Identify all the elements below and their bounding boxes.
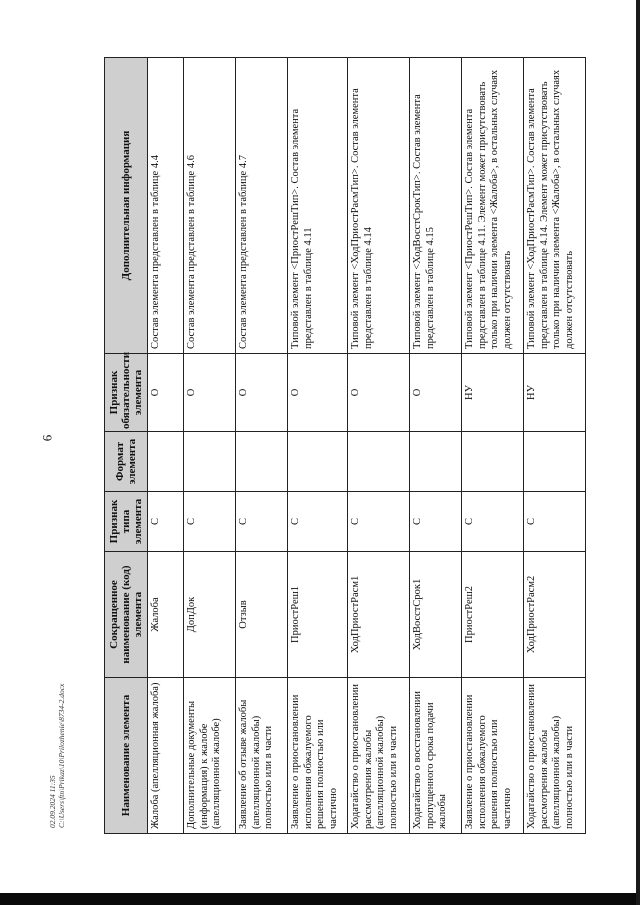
cell-required: О bbox=[348, 354, 410, 432]
cell-code: ДопДок bbox=[184, 552, 236, 678]
cell-required: О bbox=[184, 354, 236, 432]
scan-edge-bottom bbox=[0, 893, 640, 905]
cell-type: С bbox=[288, 492, 348, 552]
table-row bbox=[184, 58, 236, 834]
cell-format bbox=[524, 432, 586, 492]
table-row bbox=[148, 58, 184, 834]
cell-code: Жалоба bbox=[148, 552, 184, 678]
cell-name: Ходатайство о восстановлении пропущенного срока подачи жалобы bbox=[410, 678, 462, 834]
header-type: Признак типа элемента bbox=[105, 492, 148, 552]
cell-type: С bbox=[410, 492, 462, 552]
cell-info: Типовой элемент <ПриостРешТип>. Состав элемента представлен в таблице 4.11 bbox=[288, 58, 348, 354]
table-header-row bbox=[105, 58, 148, 834]
cell-format bbox=[148, 432, 184, 492]
cell-name: Заявление о приостановлении исполнения обжалуемого решения полностью или частично bbox=[462, 678, 524, 834]
cell-type: С bbox=[184, 492, 236, 552]
cell-required: О bbox=[236, 354, 288, 432]
cell-required: О bbox=[288, 354, 348, 432]
table-row bbox=[348, 58, 410, 834]
table-row bbox=[462, 58, 524, 834]
table-row bbox=[288, 58, 348, 834]
file-footer bbox=[48, 683, 74, 828]
rotated-table-container bbox=[104, 58, 575, 834]
cell-type: С bbox=[462, 492, 524, 552]
scan-edge-right bbox=[636, 0, 640, 905]
header-format: Формат элемента bbox=[105, 432, 148, 492]
table-row bbox=[236, 58, 288, 834]
cell-type: С bbox=[236, 492, 288, 552]
cell-info: Типовой элемент <ХодВосстСрокТип>. Состав элемента представлен в таблице 4.15 bbox=[410, 58, 462, 354]
cell-name: Дополнительные документы (информация) к жалобе (апелляционной жалобе) bbox=[184, 678, 236, 834]
cell-name: Жалоба (апелляционная жалоба) bbox=[148, 678, 184, 834]
cell-type: С bbox=[148, 492, 184, 552]
cell-info: Типовой элемент <ПриостРешТип>. Состав элемента представлен в таблице 4.11. Элемент может присутствовать только при наличии элемента <Жалоба>, в остальных случаях должен отсутствовать bbox=[462, 58, 524, 354]
cell-required: О bbox=[148, 354, 184, 432]
table-row bbox=[410, 58, 462, 834]
cell-code: ХодПриостРасм1 bbox=[348, 552, 410, 678]
cell-name: Заявление об отзыве жалобы (апелляционной жалобы) полностью или в части bbox=[236, 678, 288, 834]
cell-info: Состав элемента представлен в таблице 4.6 bbox=[184, 58, 236, 354]
footer-timestamp: 02.09.2024 11:35 bbox=[48, 775, 57, 828]
cell-format bbox=[348, 432, 410, 492]
header-code: Сокращенное наименование (код) элемента bbox=[105, 552, 148, 678]
elements-table bbox=[104, 57, 586, 834]
footer-file-path: C:\Users\ftn\Prikaz\10\Prilozhenie\8734-2.docx bbox=[57, 683, 66, 828]
cell-format bbox=[462, 432, 524, 492]
cell-type: С bbox=[348, 492, 410, 552]
header-required: Признак обязательности элемента bbox=[105, 354, 148, 432]
cell-required: О bbox=[410, 354, 462, 432]
cell-format bbox=[184, 432, 236, 492]
cell-format bbox=[410, 432, 462, 492]
cell-required: НУ bbox=[524, 354, 586, 432]
header-name: Наименование элемента bbox=[105, 678, 148, 834]
cell-required: НУ bbox=[462, 354, 524, 432]
page-number: 6 bbox=[39, 434, 55, 442]
cell-code: ПриостРеш2 bbox=[462, 552, 524, 678]
cell-format bbox=[236, 432, 288, 492]
cell-code: ХодПриостРасм2 bbox=[524, 552, 586, 678]
cell-name: Ходатайство о приостановлении рассмотрения жалобы (апелляционной жалобы) полностью или в части bbox=[524, 678, 586, 834]
cell-info: Типовой элемент <ХодПриостРасмТип>. Состав элемента представлен в таблице 4.14 bbox=[348, 58, 410, 354]
table-row bbox=[524, 58, 586, 834]
cell-info: Состав элемента представлен в таблице 4.4 bbox=[148, 58, 184, 354]
header-info: Дополнительная информация bbox=[105, 58, 148, 354]
cell-info: Типовой элемент <ХодПриостРасмТип>. Состав элемента представлен в таблице 4.14. Элемент может присутствовать только при наличии элемента <Жалоба>, в остальных случаях должен отсутствовать bbox=[524, 58, 586, 354]
cell-name: Заявление о приостановлении исполнения обжалуемого решения полностью или частично bbox=[288, 678, 348, 834]
cell-format bbox=[288, 432, 348, 492]
cell-code: ПриостРеш1 bbox=[288, 552, 348, 678]
cell-code: Отзыв bbox=[236, 552, 288, 678]
cell-info: Состав элемента представлен в таблице 4.7 bbox=[236, 58, 288, 354]
cell-name: Ходатайство о приостановлении рассмотрения жалобы (апелляционной жалобы) полностью или в части bbox=[348, 678, 410, 834]
cell-code: ХодВосстСрок1 bbox=[410, 552, 462, 678]
cell-type: С bbox=[524, 492, 586, 552]
